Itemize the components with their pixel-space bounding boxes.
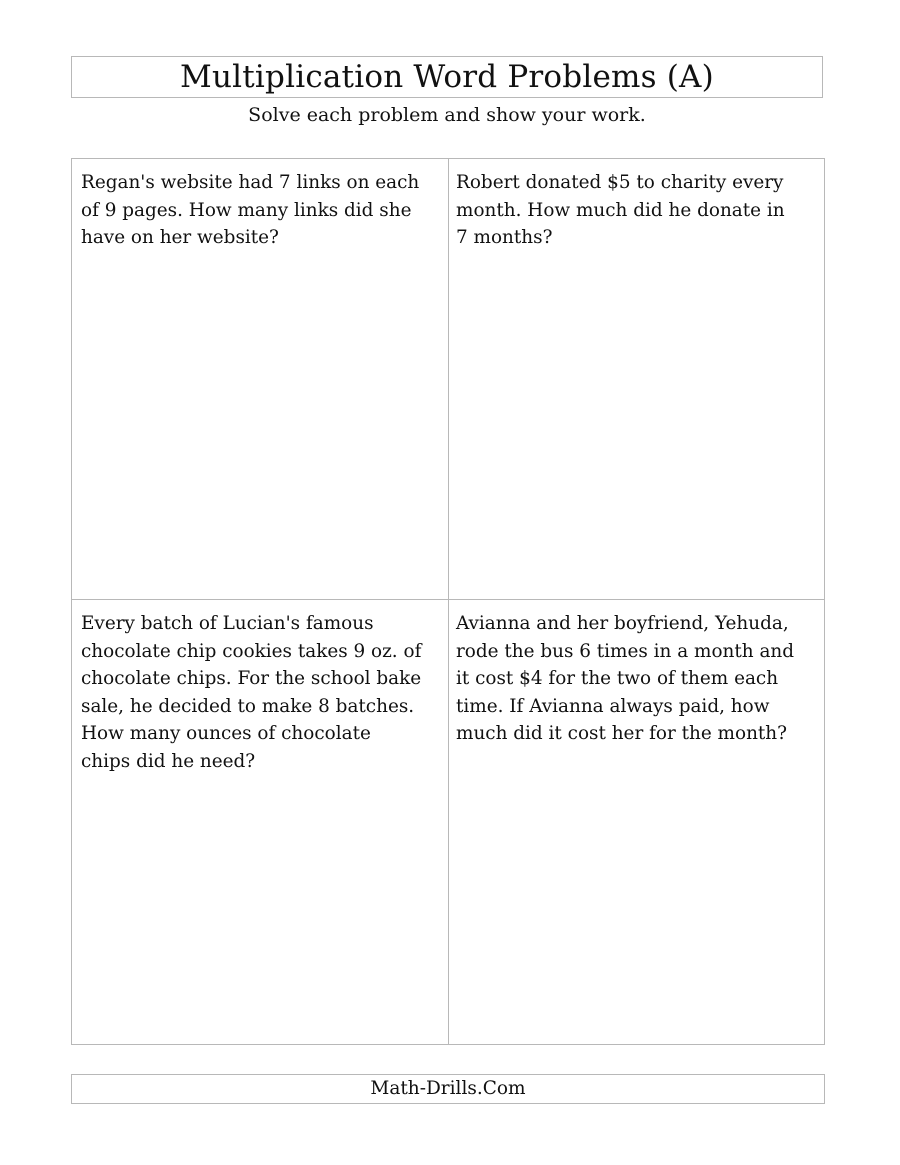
problem-3-line-5: How many ounces of chocolate [81,723,371,745]
problem-3 [72,600,449,1044]
problem-2-line-1: Robert donated $5 to charity every [456,172,784,193]
problem-grid [71,158,825,1045]
footer-site-name: Math-Drills.Com [370,1077,526,1099]
instructions: Solve each problem and show your work. [248,104,646,126]
problem-4-line-2: rode the bus 6 times in a month and [456,640,795,662]
problem-3-line-4: sale, he decided to make 8 batches. [81,695,415,717]
problem-4-line-1: Avianna and her boyfriend, Yehuda, [456,613,789,634]
problem-1-line-1: Regan's website had 7 links on each [81,172,420,193]
problem-2 [449,159,824,600]
problem-4-line-3: it cost $4 for the two of them each [456,668,779,690]
footer-box [71,1074,825,1104]
problem-2-line-2: month. How much did he donate in [456,199,785,221]
problem-4 [449,600,824,1044]
problem-4-line-4: time. If Avianna always paid, how [456,695,770,717]
title-box [71,56,823,98]
problem-1-line-3: have on her website? [81,227,279,249]
problem-3-line-2: chocolate chip cookies takes 9 oz. of [81,640,422,662]
problem-1-line-2: of 9 pages. How many links did she [81,199,412,221]
problem-3-line-6: chips did he need? [81,750,256,772]
problem-2-line-3: 7 months? [456,227,553,249]
problem-4-line-5: much did it cost her for the month? [456,723,788,745]
problem-3-line-3: chocolate chips. For the school bake [81,668,422,690]
problem-1 [72,159,449,600]
problem-3-line-1: Every batch of Lucian's famous [81,613,374,634]
page-title: Multiplication Word Problems (A) [180,58,714,95]
